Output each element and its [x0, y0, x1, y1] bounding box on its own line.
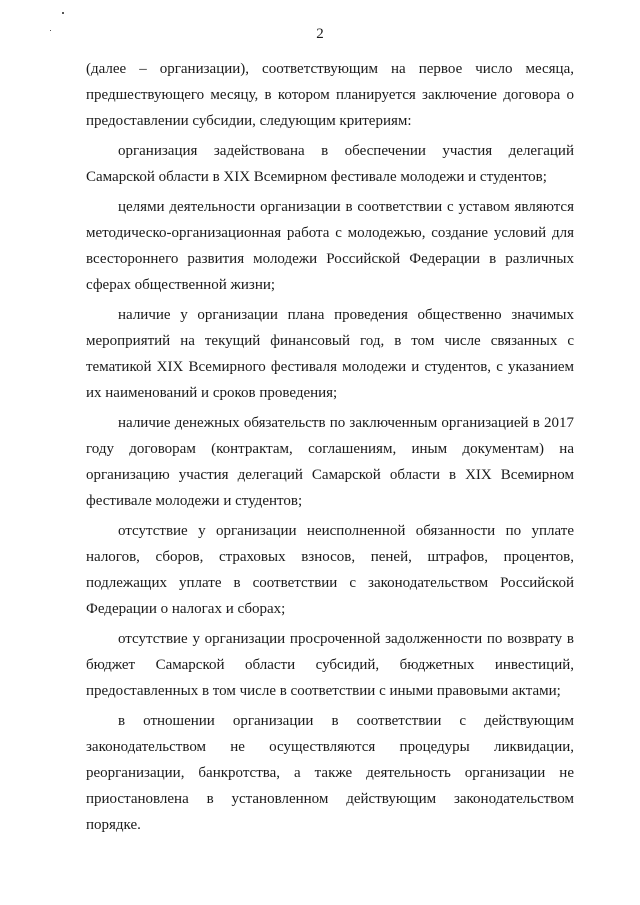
- paragraph-criterion: организация задействована в обеспечении участия делегаций Самарской области в XIX Всемирном фестивале молодежи и студентов;: [86, 143, 574, 185]
- paragraph-criterion: наличие у организации плана проведения общественно значимых мероприятий на текущий финансовый год, в том числе связанных с тематикой XIX Всемирного фестиваля молодежи и студентов, с указанием их наименований и сроков проведения;: [86, 307, 574, 401]
- paragraph-criterion: отсутствие у организации просроченной задолженности по возврату в бюджет Самарской области субсидий, бюджетных инвестиций, предоставленных в том числе в соответствии с иными правовыми актами;: [86, 631, 574, 699]
- paragraph-criterion: целями деятельности организации в соответствии с уставом являются методическо-организационная работа с молодежью, создание условий для всестороннего развития молодежи Российской Федерации в различных сферах общественной жизни;: [86, 199, 574, 293]
- paragraph-criterion: в отношении организации в соответствии с действующим законодательством не осуществляются процедуры ликвидации, реорганизации, банкротства, а также деятельность организации не приостановлена в установленном действующим законодательством порядке.: [86, 713, 574, 833]
- paragraph-criterion: наличие денежных обязательств по заключенным организацией в 2017 году договорам (контрактам, соглашениям, иным документам) на организацию участия делегаций Самарской области в XIX Всемирном фестивале молодежи и студентов;: [86, 415, 574, 509]
- document-body: [86, 56, 574, 838]
- page-number: 2: [316, 26, 324, 42]
- paragraph-criterion: отсутствие у организации неисполненной обязанности по уплате налогов, сборов, страховых взносов, пеней, штрафов, процентов, подлежащих уплате в соответствии с законодательством Российской Федерации о налогах и сборах;: [86, 523, 574, 617]
- scan-speck: [62, 12, 64, 14]
- paragraph-intro: (далее – организации), соответствующим на первое число месяца, предшествующего месяцу, в котором планируется заключение договора о предоставлении субсидии, следующим критериям:: [86, 61, 574, 129]
